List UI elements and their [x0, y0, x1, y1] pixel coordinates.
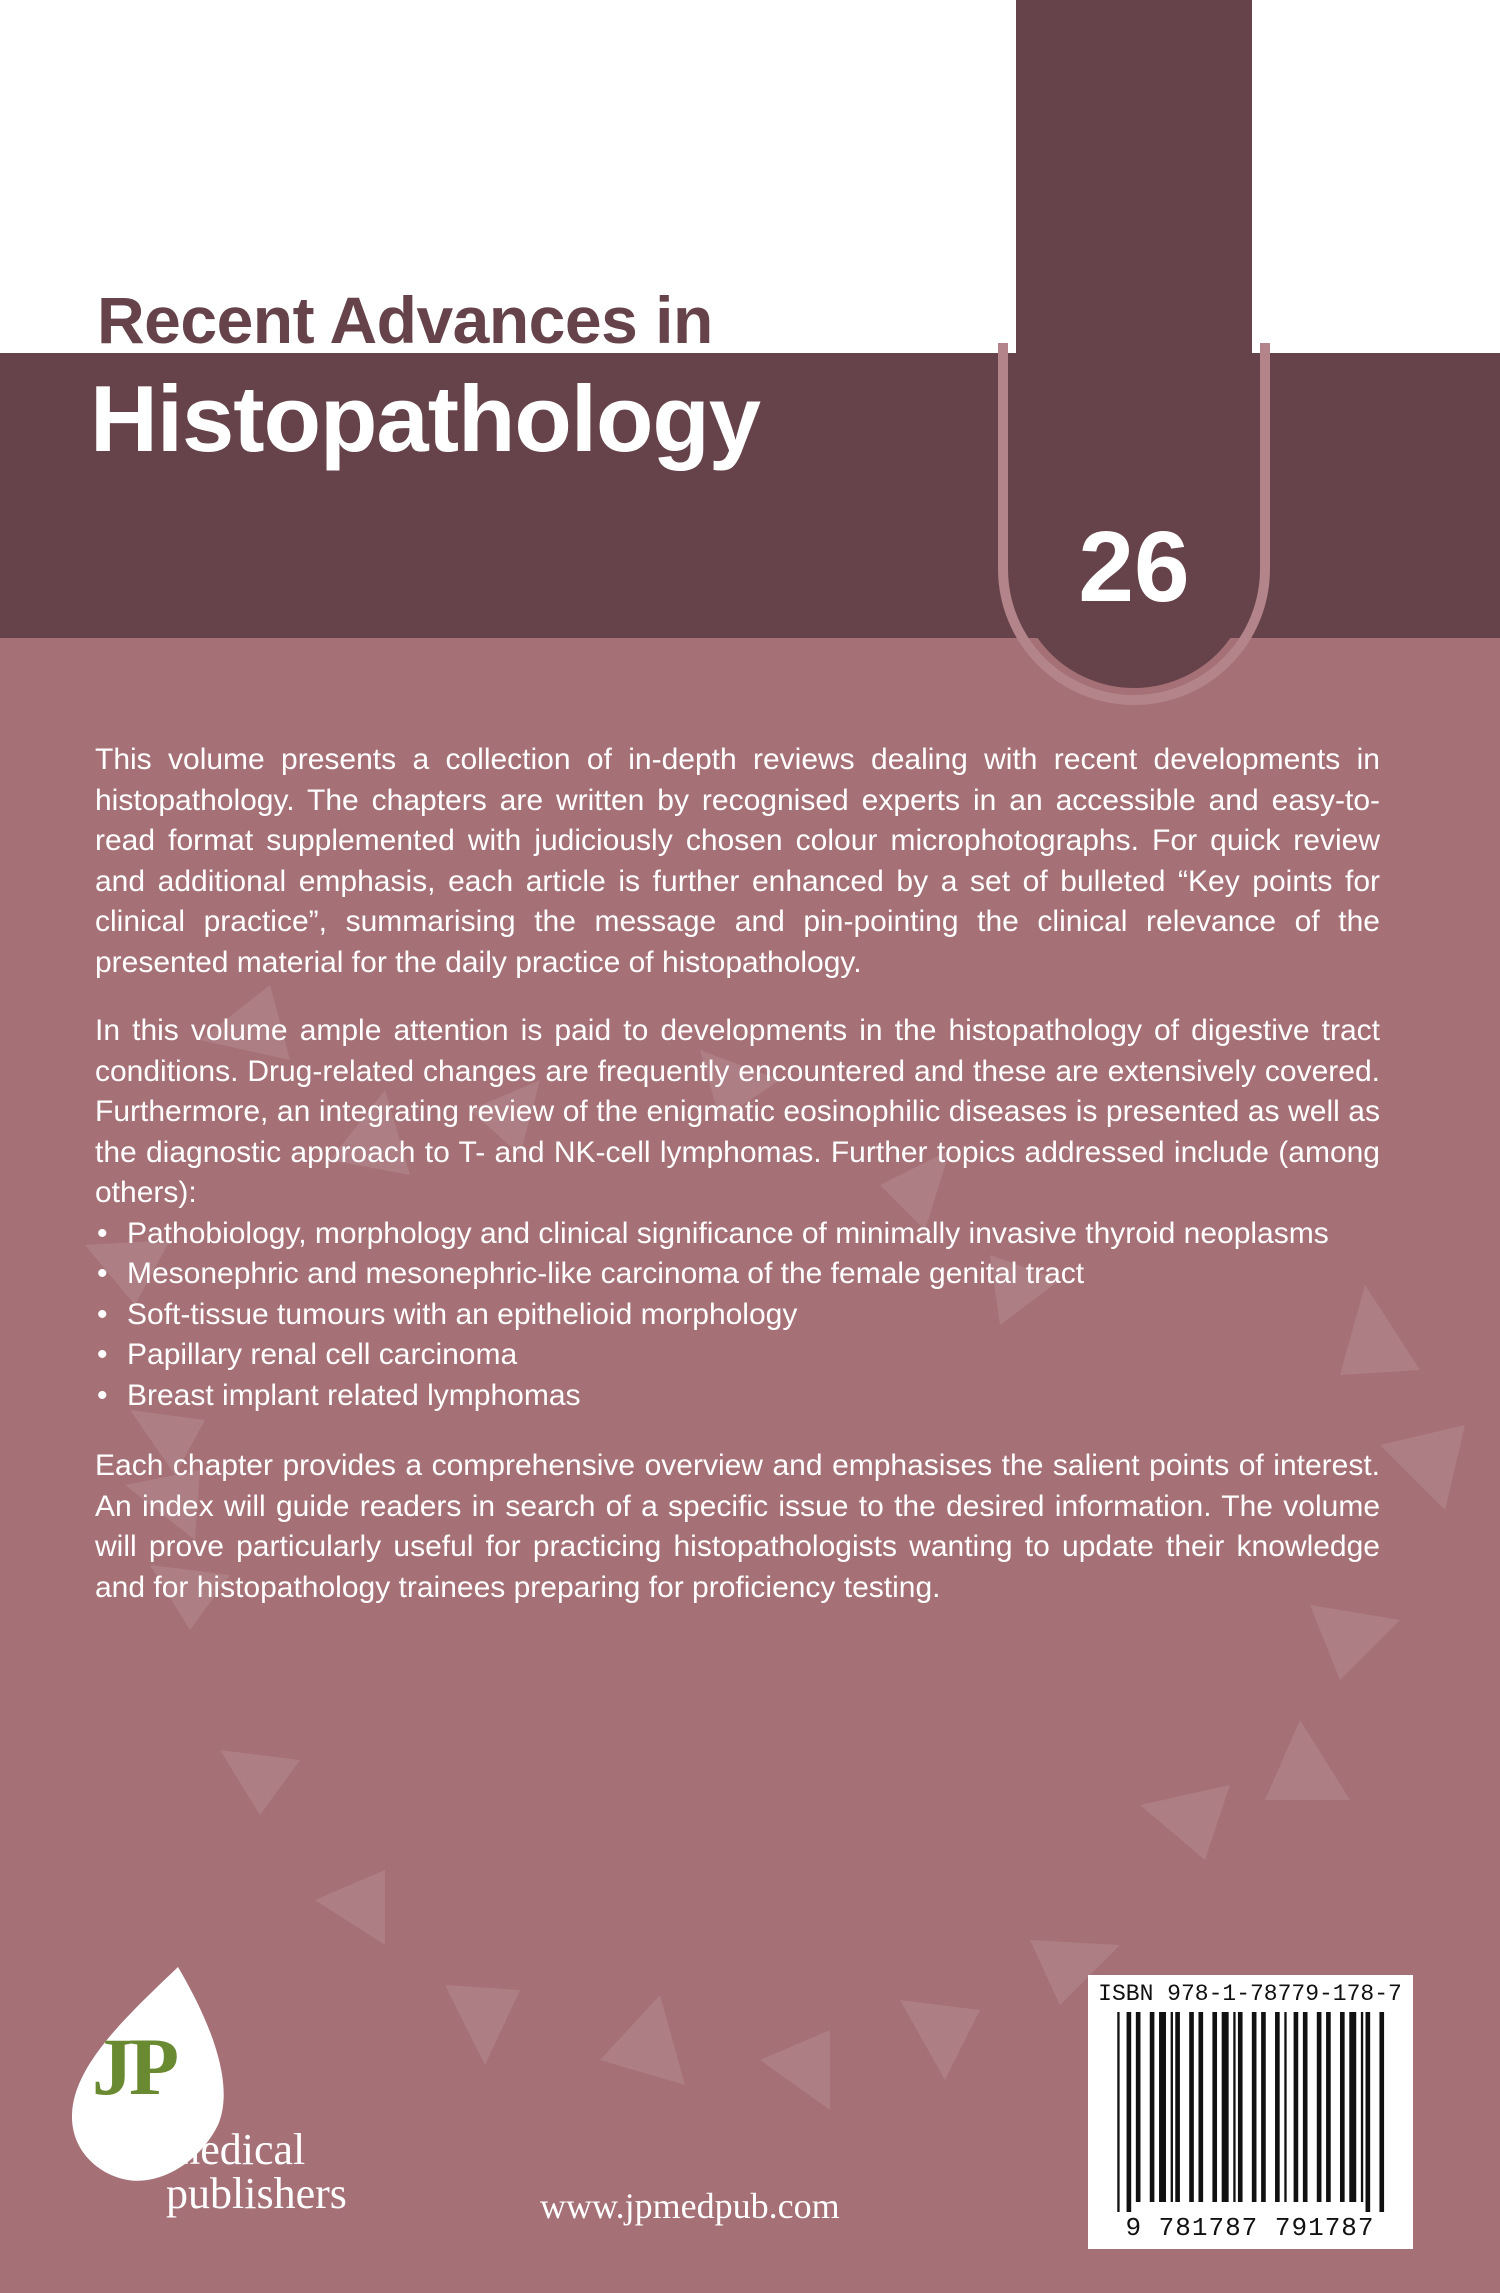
barcode-bar	[1317, 2012, 1322, 2202]
barcode-bar	[1326, 2012, 1331, 2202]
publisher-website[interactable]: www.jpmedpub.com	[540, 2186, 840, 2226]
triangle	[220, 1750, 300, 1815]
title-line-2: Histopathology	[90, 366, 761, 471]
list-item: • Soft-tissue tumours with an epithelioid morphology	[95, 1295, 1380, 1336]
publisher-name-line-1: medical	[166, 2125, 306, 2174]
list-item: • Papillary renal cell carcinoma	[95, 1335, 1380, 1376]
barcode-bar	[1294, 2012, 1299, 2202]
triangle	[445, 1985, 520, 2065]
triangle	[900, 2000, 980, 2080]
triangle	[600, 1995, 685, 2085]
barcode-bar	[1238, 2012, 1243, 2202]
barcode-bar	[1252, 2012, 1257, 2202]
blurb	[95, 740, 1380, 1636]
barcode-bar	[1127, 2012, 1132, 2212]
isbn-label: ISBN 978-1-78779-178-7	[1098, 1981, 1402, 2007]
barcode-bar	[1340, 2012, 1345, 2202]
barcode-bar	[1222, 2012, 1229, 2202]
barcode-bar	[1136, 2012, 1141, 2202]
triangle	[1140, 1785, 1230, 1860]
list-item: • Pathobiology, morphology and clinical significance of minimally invasive thyroid neoplasms	[95, 1214, 1380, 1255]
barcode-bar	[1233, 2012, 1235, 2202]
barcode-bar	[1303, 2012, 1308, 2202]
barcode-bar	[1189, 2012, 1194, 2202]
blurb-paragraph-1: This volume presents a collection of in-depth reviews dealing with recent developments in histopathology. The chapters are written by recognised experts in an accessible and easy-to-read format supplemented with judiciously chosen colour microphotographs. For quick review and additional emphasis, each article is further enhanced by a set of bulleted “Key points for clinical practice”, summarising the message and pin-pointing the clinical relevance of the presented material for the daily practice of histopathology.	[95, 743, 1380, 979]
barcode-bar	[1349, 2012, 1356, 2202]
title-line-1: Recent Advances in	[97, 283, 713, 357]
barcode-bar	[1171, 2012, 1173, 2202]
barcode-bar	[1361, 2012, 1363, 2202]
barcode-bar	[1212, 2012, 1217, 2202]
barcode-bar	[1284, 2012, 1286, 2202]
publisher-name-line-2: publishers	[166, 2169, 347, 2218]
barcode	[1108, 2012, 1398, 2212]
blurb-paragraph-3: Each chapter provides a comprehensive overview and emphasises the salient points of interest. An index will guide readers in search of a specific issue to the desired information. The volume will prove particularly useful for practicing histopathologists wanting to update their knowledge and for histopathology trainees preparing for proficiency testing.	[95, 1449, 1380, 1604]
triangle	[315, 1870, 385, 1945]
triangle	[1265, 1720, 1350, 1800]
barcode-bar	[1366, 2012, 1371, 2212]
list-item: • Breast implant related lymphomas	[95, 1376, 1380, 1417]
barcode-bar	[1198, 2012, 1203, 2202]
publisher-logo-letters: JP	[92, 2021, 176, 2112]
barcode-bar	[1117, 2012, 1119, 2212]
list-item: • Mesonephric and mesonephric-like carcinoma of the female genital tract	[95, 1254, 1380, 1295]
blurb-paragraph-2: In this volume ample attention is paid to developments in the histopathology of digestive tract conditions. Drug-related changes are frequently encountered and these are extensively covered. Furthermore, an integrating review of the enigmatic eosinophilic diseases is presented as well as the diagnostic approach to T- and NK-cell lymphomas. Further topics addressed include (among others):	[95, 1014, 1380, 1209]
triangle	[760, 2030, 830, 2110]
topics-list	[95, 1214, 1380, 1417]
triangle	[1380, 1425, 1465, 1510]
volume-number: 26	[1078, 511, 1190, 623]
barcode-bar	[1159, 2012, 1166, 2202]
barcode-bar	[1379, 2012, 1384, 2212]
barcode-bar	[1275, 2012, 1280, 2202]
barcode-digits: 9 781787 791787	[1125, 2213, 1375, 2243]
barcode-bar	[1150, 2012, 1155, 2202]
barcode-bar	[1175, 2012, 1180, 2202]
barcode-bar	[1261, 2012, 1266, 2202]
